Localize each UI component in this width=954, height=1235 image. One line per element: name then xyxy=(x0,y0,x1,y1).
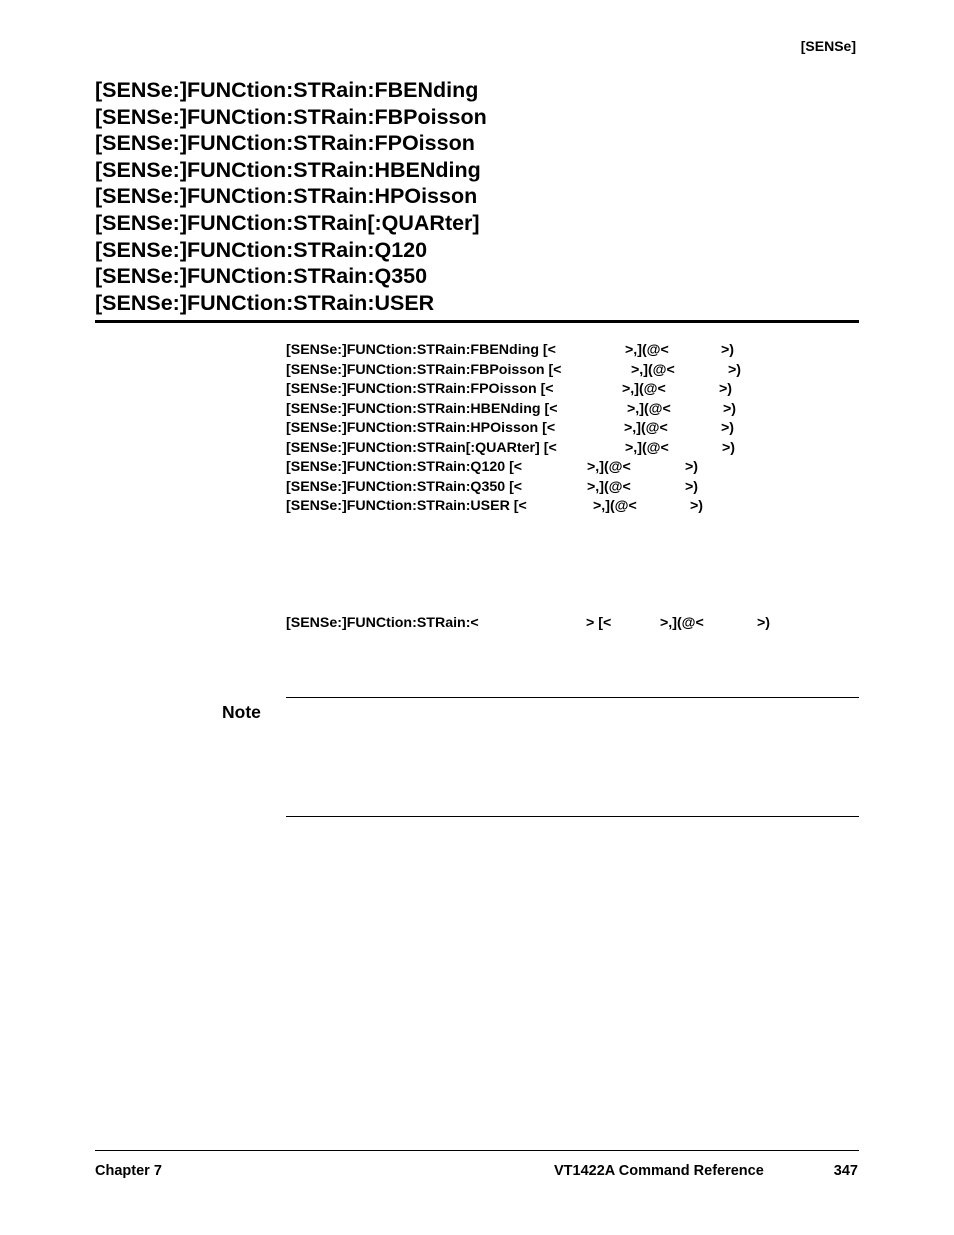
title-divider xyxy=(95,320,859,323)
syntax-ch-list-param: >) xyxy=(722,439,736,456)
command-title-hbending: [SENSe:]FUNCtion:STRain:HBENding xyxy=(95,157,481,182)
footer-page-number: 347 xyxy=(833,1163,858,1179)
command-title-fbpoisson: [SENSe:]FUNCtion:STRain:FBPoisson xyxy=(95,104,487,129)
syntax-range-param: >,](@< xyxy=(627,400,671,417)
syntax-ch-list-param: >) xyxy=(690,498,704,514)
generic-syntax-ch-list-param: >) xyxy=(757,615,771,631)
footer-document-title: VT1422A Command Reference xyxy=(554,1163,764,1179)
syntax-line xyxy=(286,361,859,381)
syntax-command: [SENSe:]FUNCtion:STRain[:QUARter] [< xyxy=(286,439,557,456)
command-title-quarter: [SENSe:]FUNCtion:STRain[:QUARter] xyxy=(95,210,480,235)
syntax-line xyxy=(286,497,859,517)
note-label: Note xyxy=(222,702,261,722)
syntax-line xyxy=(286,419,859,439)
syntax-ch-list-param: >) xyxy=(719,381,733,397)
syntax-ch-list-param: >) xyxy=(723,400,737,417)
syntax-range-param: >,](@< xyxy=(625,342,669,358)
syntax-line xyxy=(286,439,859,459)
syntax-line xyxy=(286,341,859,361)
syntax-command: [SENSe:]FUNCtion:STRain:FBENding [< xyxy=(286,342,556,358)
footer-chapter: Chapter 7 xyxy=(95,1163,162,1179)
syntax-block xyxy=(286,341,859,517)
command-title-user: [SENSe:]FUNCtion:STRain:USER xyxy=(95,290,435,315)
syntax-line xyxy=(286,478,859,498)
syntax-command: [SENSe:]FUNCtion:STRain:Q350 [< xyxy=(286,478,523,495)
command-title-q350: [SENSe:]FUNCtion:STRain:Q350 xyxy=(95,264,428,289)
command-title-q120: [SENSe:]FUNCtion:STRain:Q120 xyxy=(95,237,428,262)
command-title-block xyxy=(95,77,859,316)
command-title-fbending: [SENSe:]FUNCtion:STRain:FBENding xyxy=(95,78,479,102)
syntax-ch-list-param: >) xyxy=(721,420,735,436)
generic-syntax-command: [SENSe:]FUNCtion:STRain:< xyxy=(286,615,479,631)
syntax-line xyxy=(286,380,859,400)
syntax-line xyxy=(286,458,859,478)
syntax-command: [SENSe:]FUNCtion:STRain:FBPoisson [< xyxy=(286,361,562,378)
syntax-command: [SENSe:]FUNCtion:STRain:USER [< xyxy=(286,498,527,514)
generic-syntax-range-param: >,](@< xyxy=(660,615,704,631)
syntax-ch-list-param: >) xyxy=(685,459,699,475)
generic-syntax-line xyxy=(286,613,859,633)
note-rule-bottom xyxy=(286,816,859,817)
syntax-command: [SENSe:]FUNCtion:STRain:Q120 [< xyxy=(286,459,523,475)
note-rule-top xyxy=(286,697,859,698)
syntax-ch-list-param: >) xyxy=(721,342,735,358)
syntax-command: [SENSe:]FUNCtion:STRain:FPOisson [< xyxy=(286,381,554,397)
running-header: [SENSe] xyxy=(800,38,856,54)
footer-divider xyxy=(95,1150,859,1151)
generic-syntax-bracket: > [< xyxy=(586,615,612,631)
syntax-line xyxy=(286,400,859,420)
syntax-command: [SENSe:]FUNCtion:STRain:HBENding [< xyxy=(286,400,558,417)
command-title-hpoisson: [SENSe:]FUNCtion:STRain:HPOisson xyxy=(95,184,478,209)
syntax-range-param: >,](@< xyxy=(593,498,637,514)
syntax-command: [SENSe:]FUNCtion:STRain:HPOisson [< xyxy=(286,420,556,436)
syntax-range-param: >,](@< xyxy=(587,478,631,495)
syntax-range-param: >,](@< xyxy=(587,459,631,475)
syntax-ch-list-param: >) xyxy=(685,478,699,495)
syntax-range-param: >,](@< xyxy=(624,420,668,436)
command-title-fpoisson: [SENSe:]FUNCtion:STRain:FPOisson xyxy=(95,131,475,156)
syntax-ch-list-param: >) xyxy=(728,361,742,378)
syntax-range-param: >,](@< xyxy=(622,381,666,397)
syntax-range-param: >,](@< xyxy=(631,361,675,378)
syntax-range-param: >,](@< xyxy=(625,439,669,456)
